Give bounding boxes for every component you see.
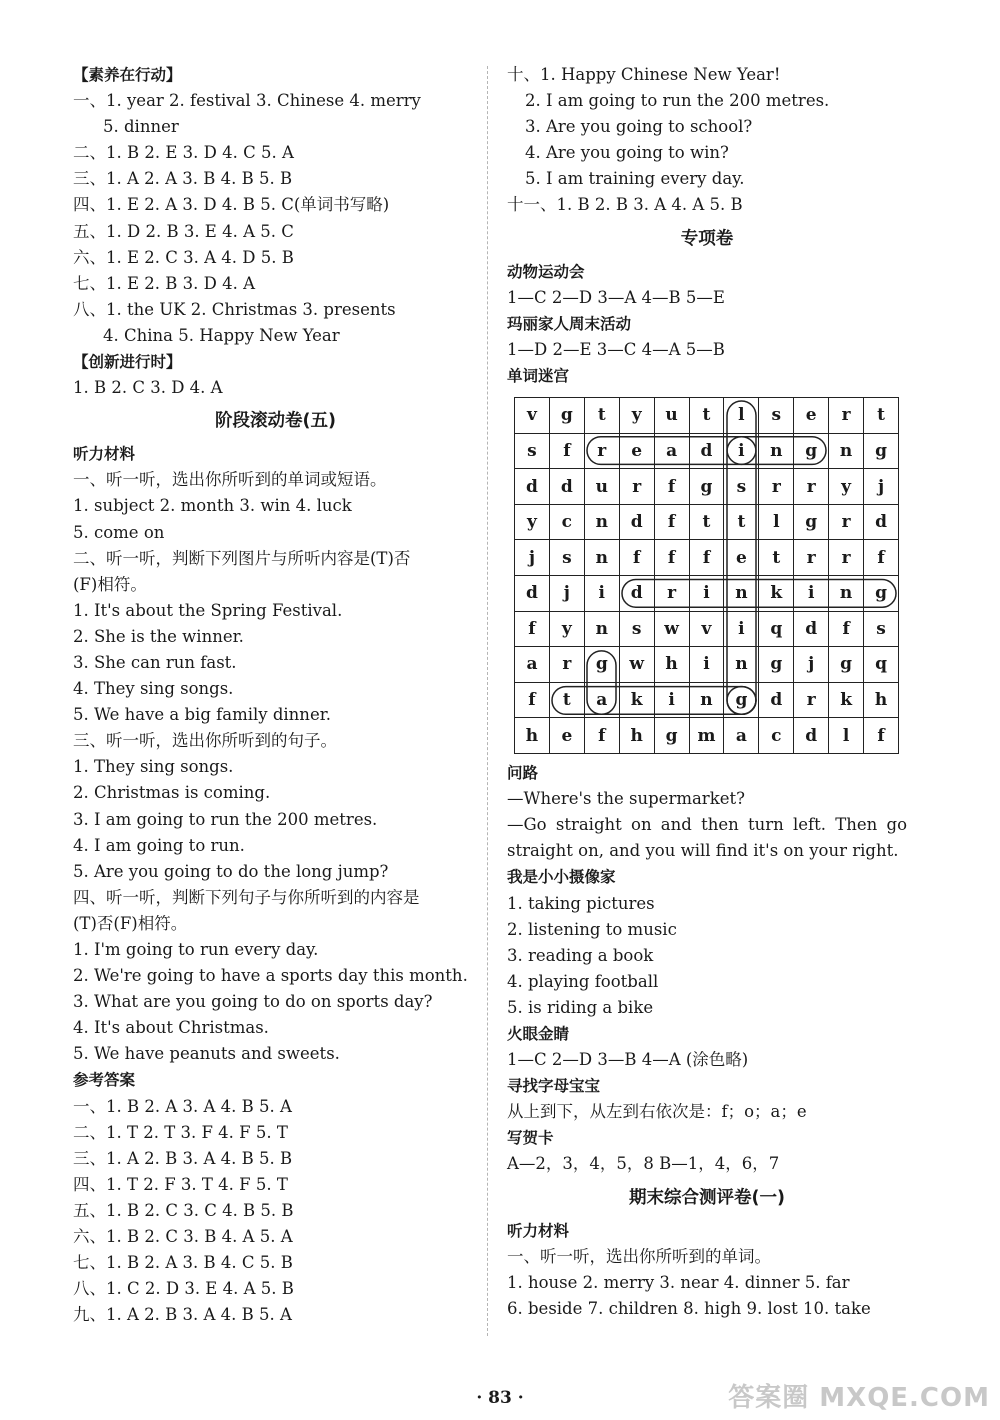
grid-letter: j bbox=[794, 647, 829, 683]
page-number: · 83 · bbox=[476, 1388, 524, 1408]
answer-line: 二、听一听，判断下列图片与所听内容是(T)否 bbox=[73, 548, 411, 568]
grid-letter: k bbox=[759, 576, 794, 612]
answer-line: 2. listening to music bbox=[507, 919, 677, 939]
answer-line: 七、1. E 2. B 3. D 4. A bbox=[73, 273, 255, 293]
section-title: 期末综合测评卷(一) bbox=[629, 1187, 785, 1208]
grid-letter: e bbox=[724, 540, 759, 576]
grid-letter: j bbox=[515, 540, 550, 576]
grid-letter: d bbox=[515, 469, 550, 505]
answer-line: 5. We have peanuts and sweets. bbox=[73, 1044, 340, 1064]
grid-letter: i bbox=[584, 576, 619, 612]
grid-letter: d bbox=[689, 433, 724, 469]
answer-line: 一、听一听，选出你所听到的单词或短语。 bbox=[73, 470, 387, 490]
answer-line: 3. I am going to run the 200 metres. bbox=[73, 809, 378, 829]
section-title: 专项卷 bbox=[680, 228, 734, 249]
grid-letter: n bbox=[759, 433, 794, 469]
grid-letter: d bbox=[619, 576, 654, 612]
grid-letter: t bbox=[584, 398, 619, 434]
grid-letter: a bbox=[654, 433, 689, 469]
grid-letter: r bbox=[794, 682, 829, 718]
answer-line: (F)相符。 bbox=[73, 574, 147, 594]
grid-letter: d bbox=[759, 682, 794, 718]
grid-letter: s bbox=[724, 469, 759, 505]
grid-letter: e bbox=[549, 718, 584, 754]
answer-line: (T)否(F)相符。 bbox=[73, 913, 188, 933]
answer-line: 1. They sing songs. bbox=[73, 757, 234, 777]
grid-letter: m bbox=[689, 718, 724, 754]
grid-letter: h bbox=[654, 647, 689, 683]
grid-letter: u bbox=[584, 469, 619, 505]
answer-line: 三、听一听，选出你所听到的句子。 bbox=[73, 731, 337, 751]
grid-letter: r bbox=[654, 576, 689, 612]
word-maze bbox=[514, 397, 899, 754]
answer-line: 4. playing football bbox=[507, 971, 659, 991]
grid-letter: f bbox=[515, 682, 550, 718]
grid-letter: h bbox=[515, 718, 550, 754]
grid-letter: n bbox=[584, 611, 619, 647]
grid-letter: a bbox=[515, 647, 550, 683]
answer-line: 4. It's about Christmas. bbox=[73, 1018, 269, 1038]
answer-line: 5. dinner bbox=[103, 117, 179, 137]
answer-line: 2. We're going to have a sports day this month. bbox=[73, 966, 468, 986]
grid-letter: g bbox=[654, 718, 689, 754]
answer-line: 四、听一听，判断下列句子与你所听到的内容是 bbox=[73, 887, 420, 907]
answer-line: A—2，3，4，5，8 B—1，4，6，7 bbox=[507, 1154, 780, 1174]
grid-letter: t bbox=[864, 398, 899, 434]
answer-line: 一、1. year 2. festival 3. Chinese 4. merry bbox=[73, 91, 421, 111]
grid-letter: e bbox=[794, 398, 829, 434]
answer-line: 一、1. B 2. A 3. A 4. B 5. A bbox=[73, 1096, 292, 1116]
grid-letter: g bbox=[759, 647, 794, 683]
grid-letter: i bbox=[724, 433, 759, 469]
right-bottom-section bbox=[507, 760, 907, 1322]
grid-letter: i bbox=[724, 611, 759, 647]
answer-line: 4. I am going to run. bbox=[73, 835, 245, 855]
grid-letter: y bbox=[549, 611, 584, 647]
grid-letter: v bbox=[515, 398, 550, 434]
answer-line: 六、1. E 2. C 3. A 4. D 5. B bbox=[73, 247, 294, 267]
grid-letter: f bbox=[654, 540, 689, 576]
grid-letter: n bbox=[584, 540, 619, 576]
word-maze-grid bbox=[514, 397, 899, 754]
section-heading: 【素养在行动】 bbox=[73, 66, 182, 84]
grid-letter: i bbox=[689, 647, 724, 683]
grid-letter: n bbox=[724, 647, 759, 683]
grid-letter: r bbox=[759, 469, 794, 505]
grid-letter: w bbox=[619, 647, 654, 683]
grid-letter: d bbox=[619, 504, 654, 540]
grid-letter: g bbox=[829, 647, 864, 683]
grid-letter: r bbox=[829, 540, 864, 576]
section-heading: 我是小小摄像家 bbox=[507, 868, 616, 887]
right-top-section bbox=[507, 62, 907, 389]
answer-line: 四、1. T 2. F 3. T 4. F 5. T bbox=[73, 1174, 288, 1194]
grid-letter: i bbox=[689, 576, 724, 612]
left-column bbox=[73, 62, 478, 1328]
right-column bbox=[507, 62, 907, 1322]
section-heading: 寻找字母宝宝 bbox=[507, 1077, 601, 1096]
grid-letter: v bbox=[689, 611, 724, 647]
grid-letter: w bbox=[654, 611, 689, 647]
grid-letter: f bbox=[689, 540, 724, 576]
grid-letter: c bbox=[549, 504, 584, 540]
grid-row bbox=[515, 469, 899, 505]
grid-letter: d bbox=[549, 469, 584, 505]
answer-line: 二、1. T 2. T 3. F 4. F 5. T bbox=[73, 1122, 288, 1142]
answer-line: 六、1. B 2. C 3. B 4. A 5. A bbox=[73, 1227, 293, 1247]
answer-line: 5. I am training every day. bbox=[525, 169, 745, 189]
grid-letter: s bbox=[549, 540, 584, 576]
section-heading: 动物运动会 bbox=[507, 262, 585, 281]
grid-letter: s bbox=[619, 611, 654, 647]
grid-letter: c bbox=[759, 718, 794, 754]
grid-letter: h bbox=[864, 682, 899, 718]
answer-line: 2. Christmas is coming. bbox=[73, 783, 271, 803]
grid-letter: n bbox=[724, 576, 759, 612]
answer-line: 3. She can run fast. bbox=[73, 652, 237, 672]
grid-letter: f bbox=[515, 611, 550, 647]
grid-letter: l bbox=[759, 504, 794, 540]
answer-line: 十一、1. B 2. B 3. A 4. A 5. B bbox=[507, 195, 743, 215]
section-heading: 参考答案 bbox=[73, 1071, 136, 1090]
answer-line: 3. What are you going to do on sports day? bbox=[73, 992, 433, 1012]
answer-line: 6. beside 7. children 8. high 9. lost 10. take bbox=[507, 1298, 871, 1318]
grid-letter: e bbox=[619, 433, 654, 469]
answer-line: 1—C 2—D 3—B 4—A (涂色略) bbox=[507, 1050, 749, 1070]
grid-row bbox=[515, 682, 899, 718]
grid-letter: g bbox=[584, 647, 619, 683]
grid-letter: f bbox=[619, 540, 654, 576]
section-title: 阶段滚动卷(五) bbox=[215, 411, 336, 432]
grid-letter: s bbox=[864, 611, 899, 647]
grid-letter: l bbox=[724, 398, 759, 434]
section-heading: 【创新进行时】 bbox=[73, 353, 182, 372]
grid-letter: i bbox=[794, 576, 829, 612]
grid-row bbox=[515, 398, 899, 434]
grid-letter: g bbox=[864, 433, 899, 469]
grid-letter: j bbox=[549, 576, 584, 612]
text-paragraph: —Go straight on and then turn left. Then go straight on, and you will find it's on your right. bbox=[507, 815, 907, 861]
answer-line: 2. I am going to run the 200 metres. bbox=[525, 91, 830, 111]
column-divider bbox=[487, 66, 488, 1336]
answer-line: 五、1. B 2. C 3. C 4. B 5. B bbox=[73, 1200, 294, 1220]
section-heading: 写贺卡 bbox=[507, 1129, 554, 1148]
answer-line: 1—C 2—D 3—A 4—B 5—E bbox=[507, 287, 725, 307]
answer-line: 5. We have a big family dinner. bbox=[73, 705, 332, 725]
section-heading: 听力材料 bbox=[73, 445, 136, 464]
answer-line: —Where's the supermarket? bbox=[507, 789, 745, 809]
grid-letter: n bbox=[689, 682, 724, 718]
section-heading: 问路 bbox=[507, 764, 539, 783]
answer-line: 八、1. the UK 2. Christmas 3. presents bbox=[73, 299, 396, 319]
answer-line: 5. is riding a bike bbox=[507, 997, 654, 1017]
grid-row bbox=[515, 504, 899, 540]
answer-line: 4. They sing songs. bbox=[73, 679, 234, 699]
answer-line: 2. She is the winner. bbox=[73, 626, 244, 646]
answer-line: 四、1. E 2. A 3. D 4. B 5. C(单词书写略) bbox=[73, 195, 390, 215]
grid-letter: g bbox=[724, 682, 759, 718]
grid-letter: t bbox=[759, 540, 794, 576]
grid-letter: i bbox=[654, 682, 689, 718]
answer-line: 5. come on bbox=[73, 522, 165, 542]
grid-letter: g bbox=[689, 469, 724, 505]
grid-row bbox=[515, 540, 899, 576]
grid-row bbox=[515, 576, 899, 612]
answer-line: 4. China 5. Happy New Year bbox=[103, 325, 340, 345]
grid-letter: s bbox=[759, 398, 794, 434]
grid-letter: t bbox=[689, 504, 724, 540]
answer-line: 1. B 2. C 3. D 4. A bbox=[73, 378, 223, 398]
grid-letter: a bbox=[584, 682, 619, 718]
grid-letter: d bbox=[864, 504, 899, 540]
answer-line: 3. Are you going to school? bbox=[525, 117, 753, 137]
grid-letter: h bbox=[619, 718, 654, 754]
grid-letter: r bbox=[619, 469, 654, 505]
answer-line: 1. It's about the Spring Festival. bbox=[73, 600, 343, 620]
grid-letter: g bbox=[794, 433, 829, 469]
answer-line: 十、1. Happy Chinese New Year! bbox=[507, 65, 781, 84]
grid-letter: n bbox=[829, 433, 864, 469]
section-heading: 火眼金睛 bbox=[507, 1024, 570, 1043]
grid-letter: f bbox=[584, 718, 619, 754]
grid-letter: r bbox=[549, 647, 584, 683]
answer-line: 1. I'm going to run every day. bbox=[73, 940, 319, 959]
grid-letter: n bbox=[829, 576, 864, 612]
grid-letter: t bbox=[549, 682, 584, 718]
section-heading: 听力材料 bbox=[507, 1221, 570, 1240]
answer-line: 五、1. D 2. B 3. E 4. A 5. C bbox=[73, 221, 294, 241]
grid-letter: f bbox=[654, 504, 689, 540]
grid-letter: l bbox=[829, 718, 864, 754]
answer-line: 二、1. B 2. E 3. D 4. C 5. A bbox=[73, 143, 294, 163]
grid-letter: t bbox=[724, 504, 759, 540]
grid-letter: r bbox=[829, 398, 864, 434]
grid-letter: q bbox=[759, 611, 794, 647]
grid-letter: d bbox=[794, 611, 829, 647]
grid-letter: q bbox=[864, 647, 899, 683]
answer-line: 九、1. A 2. B 3. A 4. B 5. A bbox=[73, 1305, 292, 1325]
section-heading: 玛丽家人周末活动 bbox=[507, 314, 632, 333]
answer-line: 一、听一听，选出你所听到的单词。 bbox=[507, 1246, 771, 1266]
grid-letter: r bbox=[829, 504, 864, 540]
grid-letter: n bbox=[584, 504, 619, 540]
answer-line: 1—D 2—E 3—C 4—A 5—B bbox=[507, 339, 725, 359]
grid-letter: u bbox=[654, 398, 689, 434]
grid-letter: k bbox=[619, 682, 654, 718]
answer-line: 1. taking pictures bbox=[507, 893, 655, 913]
grid-row bbox=[515, 433, 899, 469]
grid-letter: r bbox=[584, 433, 619, 469]
grid-letter: d bbox=[794, 718, 829, 754]
answer-line: 三、1. A 2. B 3. A 4. B 5. B bbox=[73, 1148, 293, 1168]
grid-letter: f bbox=[864, 540, 899, 576]
answer-line: 八、1. C 2. D 3. E 4. A 5. B bbox=[73, 1279, 294, 1299]
answer-line: 1. house 2. merry 3. near 4. dinner 5. far bbox=[507, 1272, 850, 1292]
grid-letter: r bbox=[794, 469, 829, 505]
grid-letter: j bbox=[864, 469, 899, 505]
answer-line: 1. subject 2. month 3. win 4. luck bbox=[73, 496, 352, 516]
grid-letter: k bbox=[829, 682, 864, 718]
grid-letter: r bbox=[794, 540, 829, 576]
grid-row bbox=[515, 611, 899, 647]
answer-line: 七、1. B 2. A 3. B 4. C 5. B bbox=[73, 1253, 293, 1273]
grid-row bbox=[515, 718, 899, 754]
section-heading: 单词迷宫 bbox=[507, 366, 570, 385]
grid-letter: g bbox=[549, 398, 584, 434]
grid-letter: y bbox=[515, 504, 550, 540]
grid-letter: f bbox=[864, 718, 899, 754]
grid-letter: t bbox=[689, 398, 724, 434]
answer-line: 5. Are you going to do the long jump? bbox=[73, 861, 389, 881]
grid-letter: a bbox=[724, 718, 759, 754]
grid-row bbox=[515, 647, 899, 683]
grid-letter: s bbox=[515, 433, 550, 469]
grid-letter: y bbox=[829, 469, 864, 505]
grid-letter: f bbox=[654, 469, 689, 505]
answer-line: 3. reading a book bbox=[507, 945, 654, 965]
grid-letter: g bbox=[794, 504, 829, 540]
grid-letter: d bbox=[515, 576, 550, 612]
answer-line: 三、1. A 2. A 3. B 4. B 5. B bbox=[73, 169, 293, 189]
answer-line: 从上到下，从左到右依次是：f；o；a；e bbox=[507, 1102, 807, 1122]
watermark-logo: 答案圈 MXQE.COM bbox=[728, 1383, 990, 1413]
grid-letter: f bbox=[549, 433, 584, 469]
grid-letter: y bbox=[619, 398, 654, 434]
grid-letter: g bbox=[864, 576, 899, 612]
answer-line: 4. Are you going to win? bbox=[525, 143, 729, 163]
grid-letter: f bbox=[829, 611, 864, 647]
